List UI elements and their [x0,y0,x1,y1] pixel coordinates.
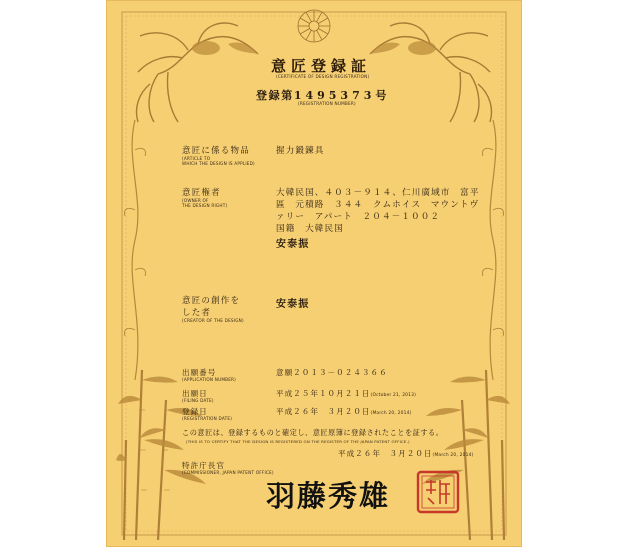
chrysanthemum-crest-icon [296,8,332,44]
commissioner-label-en: (COMMISSIONER, JAPAN PATENT OFFICE) [182,470,274,475]
commissioner-label: 特許庁長官 [182,461,225,470]
article-label: 意匠に係る物品 [182,146,250,156]
certificate-title: 意匠登録証 [271,57,372,75]
filing-label: 出願日 [182,389,208,398]
article-label-en-2: WHICH THE DESIGN IS APPLIED) [182,161,255,166]
owner-label-en-1: (OWNER OF [182,198,209,203]
article-label-en-1: (ARTICLE TO [182,156,211,161]
official-seal-icon [416,470,460,514]
certificate-title-en: (CERTIFICATE OF DESIGN REGISTRATION) [276,74,370,79]
phoenix-left-ornament [128,14,268,124]
registration-date-label: 登録日 [182,407,208,416]
registration-number: 登録第1495373号 [256,89,388,102]
registration-date-value: 平成２６年 ３月２０日(March 20, 2014) [276,407,412,416]
creator-label-2: した者 [182,308,212,318]
owner-nationality: 国籍 大韓民国 [276,224,344,234]
application-label: 出願番号 [182,368,217,377]
registration-date-label-en: (REGISTRATION DATE) [182,416,233,421]
certificate-paper [106,0,522,547]
filing-value: 平成２５年１０月２１日(October 21, 2013) [276,389,417,398]
owner-name: 安泰振 [276,239,310,250]
commissioner-signature: 羽藤秀雄 [266,479,391,513]
owner-address-line-2: 區 元積路 ３４４ クムホイス マウントヴ [276,200,480,210]
article-value: 握力鍛錬具 [276,146,325,156]
registration-number-en: (REGISTRATION NUMBER) [298,101,356,106]
left-vine-ornament [120,120,150,380]
owner-label: 意匠権者 [182,188,221,198]
certification-date: 平成２６年 ３月２０日(March 20, 2014) [338,449,474,458]
filing-label-en: (FILING DATE) [182,398,214,403]
certification-statement-en: (THIS IS TO CERTIFY THAT THE DESIGN IS REGISTERED ON THE REGISTER OF THE JAPAN PATENT OFFICE.) [186,439,410,444]
phoenix-right-ornament [360,14,500,124]
creator-label-1: 意匠の創作を [182,296,241,306]
creator-name: 安泰振 [276,299,310,310]
application-value: 意願２０１３－０２４３６６ [276,368,388,377]
creator-label-en: (CREATOR OF THE DESIGN) [182,318,244,323]
certification-statement: この意匠は、登録するものと確定し、意匠原簿に登録されたことを証する。 [182,428,444,437]
owner-label-en-2: THE DESIGN RIGHT) [182,203,228,208]
owner-address-line-1: 大韓民国、４０３－９１４、仁川廣域市 富平 [276,188,480,198]
owner-address-line-3: ァリー アパート ２０４－１００２ [276,212,441,222]
right-vine-ornament [478,120,508,380]
application-label-en: (APPLICATION NUMBER) [182,377,237,382]
